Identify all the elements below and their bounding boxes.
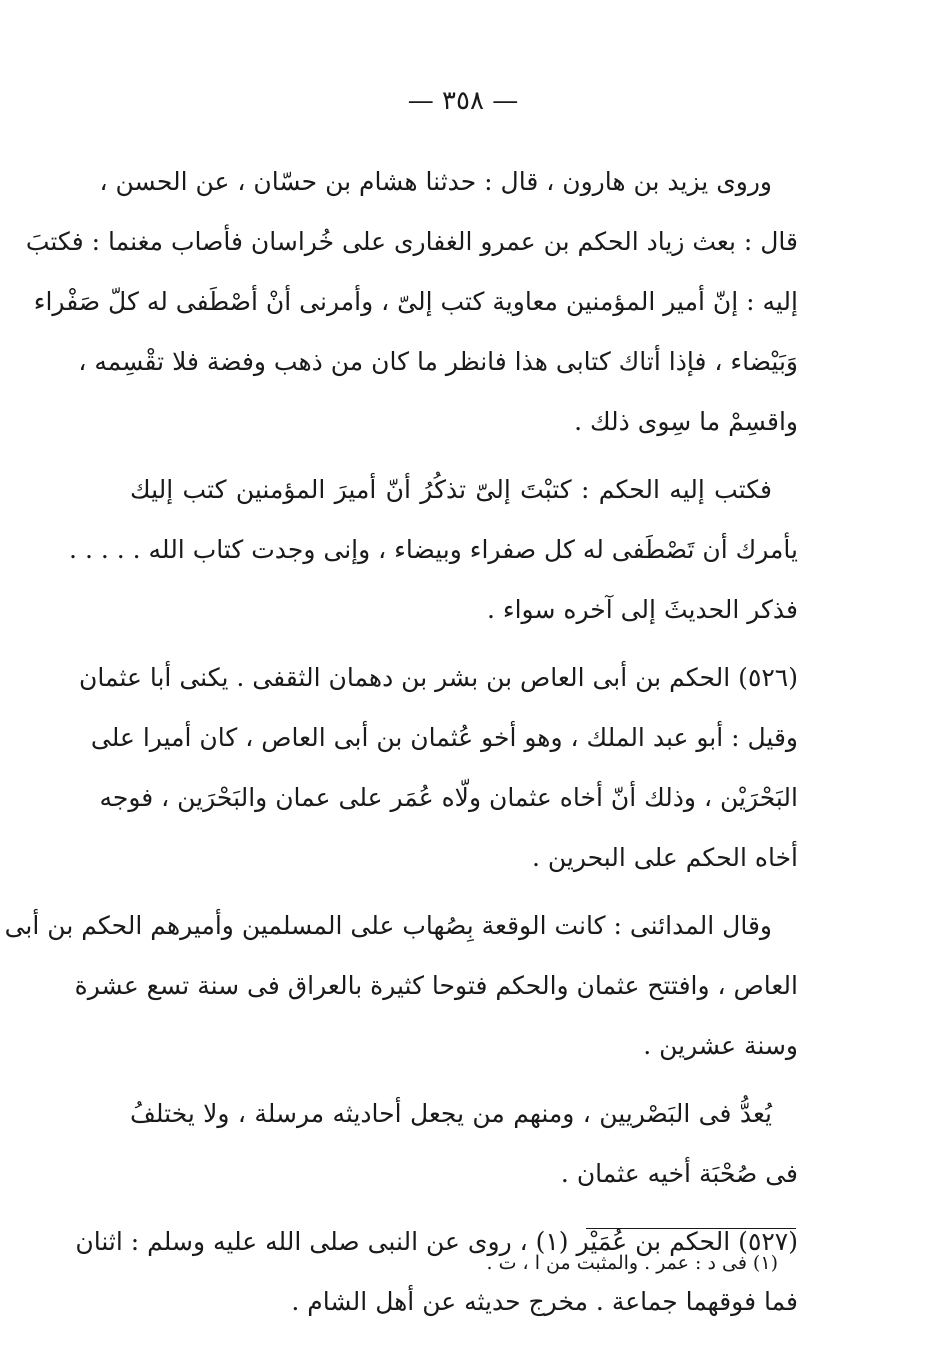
text-line: وَبَيْضاء ، فإذا أتاك كتابى هذا فانظر ما كان من ذهب وفضة فلا تقْسِمه ، xyxy=(78,347,798,376)
entry-526 xyxy=(79,648,798,888)
text-line: فذكر الحديثَ إلى آخره سواء . xyxy=(486,595,798,624)
footnote: (١) فى د : عمر . والمثبت من ا ، ت . xyxy=(486,1252,778,1274)
text-line: البَحْرَيْن ، وذلك أنّ أخاه عثمان ولّاه عُمَر على عمان والبَحْرَين ، فوجه xyxy=(99,783,798,812)
paragraph-ziyad-letter xyxy=(25,152,798,452)
text-line: فكتب إليه الحكم : كتبْتَ إلىّ تذكُرُ أنّ أميرَ المؤمنين كتب إليك xyxy=(130,475,772,504)
text-line: واقسِمْ ما سِوى ذلك . xyxy=(574,407,798,436)
text-line: (٥٢٧) الحكم بن عُمَيْر (١) ، روى عن النبى صلى الله عليه وسلم : اثنان xyxy=(75,1227,798,1256)
text-line: وسنة عشرين . xyxy=(643,1031,798,1060)
text-line: العاص ، وافتتح عثمان والحكم فتوحا كثيرة بالعراق فى سنة تسع عشرة xyxy=(74,971,798,1000)
text-line: وروى يزيد بن هارون ، قال : حدثنا هشام بن حسّان ، عن الحسن ، xyxy=(99,167,772,196)
text-line: قال : بعث زياد الحكم بن عمرو الغفارى على خُراسان فأصاب مغنما : فكتبَ xyxy=(25,227,798,256)
paragraph-madaini xyxy=(4,896,798,1076)
text-line: إليه : إنّ أمير المؤمنين معاوية كتب إلىّ ، وأمرنى أنْ أصْطَفى له كلّ صَفْراء xyxy=(33,287,798,316)
text-line: وقيل : أبو عبد الملك ، وهو أخو عُثمان بن أبى العاص ، كان أميرا على xyxy=(90,723,798,752)
text-line: وقال المدائنى : كانت الوقعة بِصُهاب على المسلمين وأميرهم الحكم بن أبى xyxy=(4,911,772,940)
paragraph-basriyin xyxy=(130,1084,798,1204)
page-body xyxy=(4,152,798,1340)
page-number: — ٣٥٨ — xyxy=(407,86,519,116)
text-line: يأمرك أن تَصْطَفى له كل صفراء وبيضاء ، وإنى وجدت كتاب الله . . . . . xyxy=(69,535,798,564)
text-line: (٥٢٦) الحكم بن أبى العاص بن بشر بن دهمان الثقفى . يكنى أبا عثمان xyxy=(79,663,798,692)
text-line: يُعدُّ فى البَصْريين ، ومنهم من يجعل أحاديثه مرسلة ، ولا يختلفُ xyxy=(130,1099,772,1128)
paragraph-hakam-reply xyxy=(69,460,798,640)
text-line: فما فوقهما جماعة . مخرج حديثه عن أهل الشام . xyxy=(291,1287,798,1316)
footnote-divider xyxy=(586,1228,796,1229)
text-line: فى صُحْبَة أخيه عثمان . xyxy=(560,1159,798,1188)
text-line: أخاه الحكم على البحرين . xyxy=(531,843,798,872)
